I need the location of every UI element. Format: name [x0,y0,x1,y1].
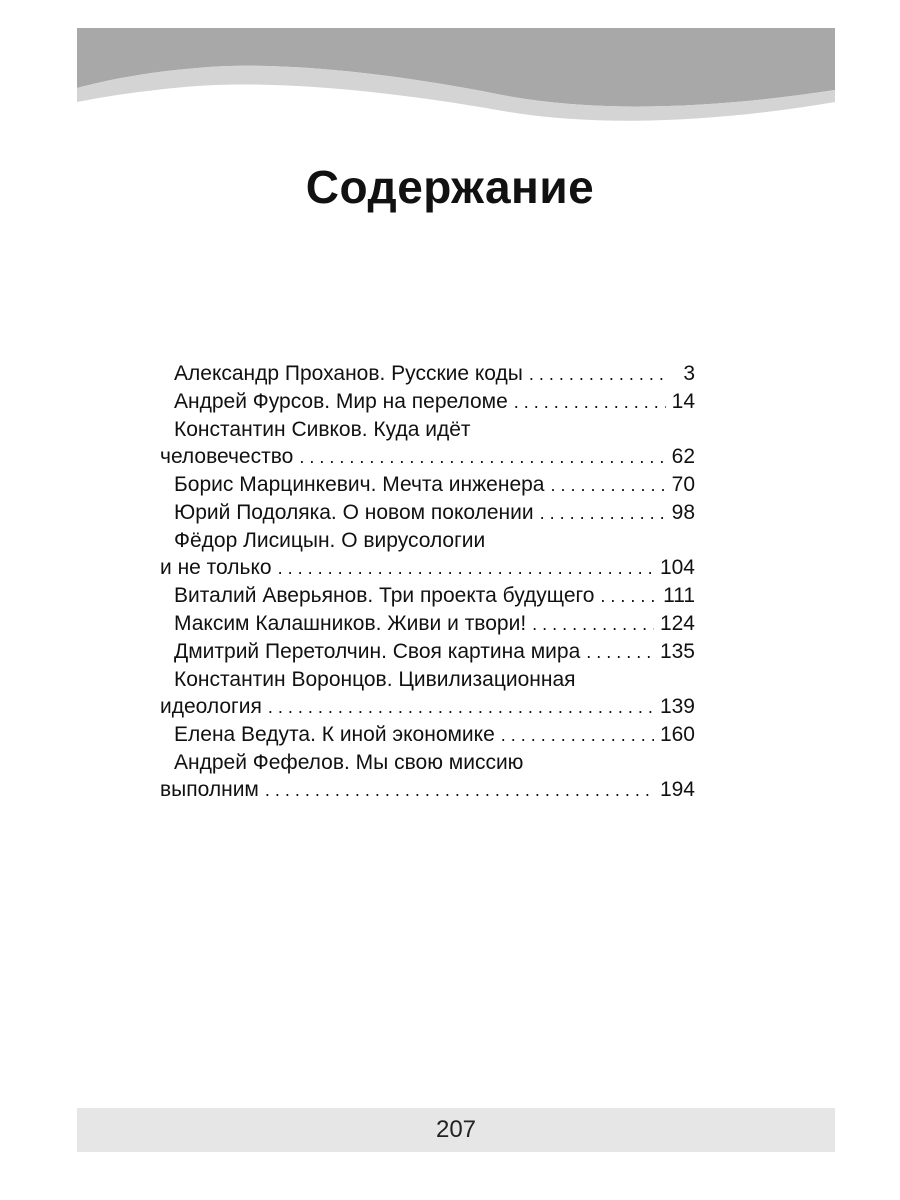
toc-entry-page: 111 [663,584,695,607]
page-title: Содержание [305,161,595,213]
toc-entry-page: 14 [671,390,695,413]
table-of-contents [160,360,695,804]
toc-entry [160,610,695,638]
toc-entry-title-continued: идеология [160,695,262,718]
page-footer [77,1108,835,1152]
toc-entry [160,471,695,499]
toc-entry-title: Максим Калашников. Живи и твори! [174,612,527,635]
toc-entry-page: 98 [671,501,695,524]
toc-entry [160,360,695,388]
toc-entry-title: Андрей Фефелов. Мы свою миссию [174,751,524,774]
toc-entry-page: 160 [659,723,695,746]
toc-entry [160,721,695,749]
dot-leader [550,472,665,499]
toc-entry-page: 194 [659,778,695,801]
dot-leader [600,583,657,610]
toc-entry [160,666,695,721]
toc-entry-page: 139 [659,695,695,718]
dot-leader [299,444,665,471]
dot-leader [540,500,666,527]
toc-entry-page: 70 [671,473,695,496]
dot-leader [514,389,666,416]
toc-entry-page: 104 [659,556,695,579]
toc-entry-title: Елена Ведута. К иной экономике [174,723,495,746]
toc-entry-title-continued: выполним [160,778,259,801]
toc-entry-title: Александр Проханов. Русские коды [174,362,523,385]
toc-entry-page: 62 [671,445,695,468]
dot-leader [529,361,669,388]
dot-leader [532,611,654,638]
toc-entry-page: 135 [659,640,695,663]
dot-leader [265,777,654,804]
dot-leader [268,694,654,721]
page-number: 207 [435,1116,477,1143]
dot-leader [501,722,654,749]
toc-entry [160,638,695,666]
toc-entry [160,527,695,582]
toc-entry [160,582,695,610]
toc-entry-page: 3 [683,362,695,385]
toc-entry [160,388,695,416]
toc-entry-title: Борис Марцинкевич. Мечта инженера [174,473,545,496]
toc-entry-title-continued: и не только [160,556,272,579]
toc-entry-title-continued: человечество [160,445,294,468]
toc-entry-title: Виталий Аверьянов. Три проекта будущего [174,584,595,607]
header-wave-band [77,28,835,138]
toc-entry-title: Андрей Фурсов. Мир на переломе [174,390,508,413]
toc-entry-title: Константин Сивков. Куда идёт [174,418,471,441]
dot-leader [278,555,654,582]
toc-entry [160,499,695,527]
dot-leader [586,639,654,666]
toc-entry-title: Юрий Подоляка. О новом поколении [174,501,534,524]
toc-entry-title: Фёдор Лисицын. О вирусологии [174,529,486,552]
toc-entry-title: Дмитрий Перетолчин. Своя картина мира [174,640,581,663]
toc-entry [160,416,695,471]
toc-entry-title: Константин Воронцов. Цивилизационная [174,668,576,691]
toc-entry [160,749,695,804]
toc-entry-page: 124 [659,612,695,635]
